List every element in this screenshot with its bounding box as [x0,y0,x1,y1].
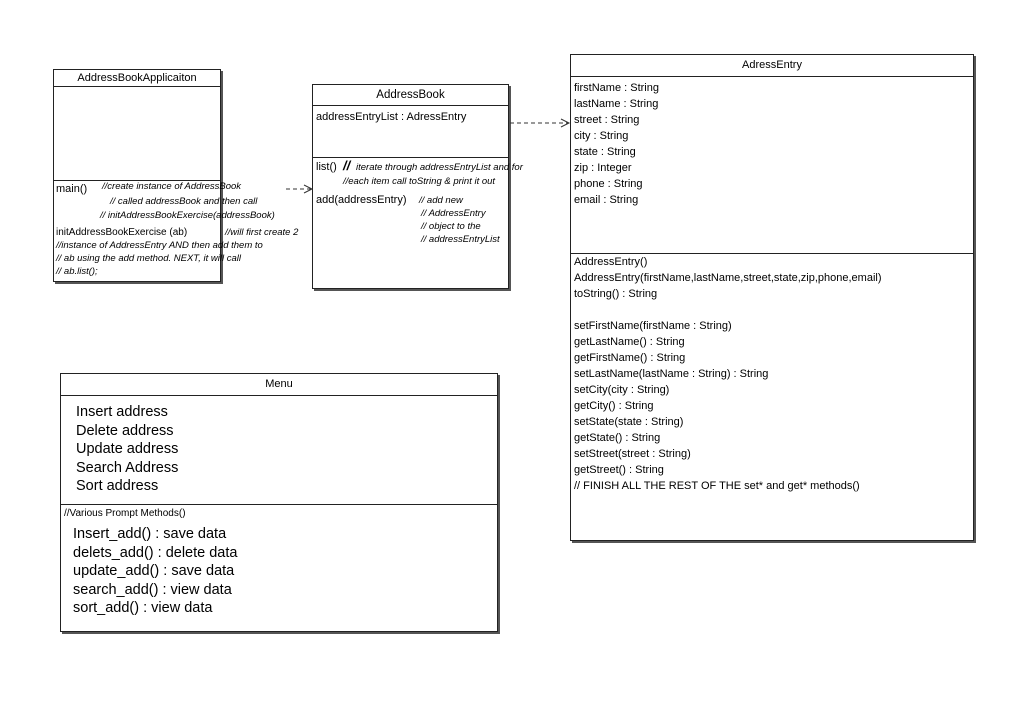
attribute-first-name: firstName : String [574,82,659,94]
method-section [571,253,973,540]
init-note-4: // ab.list(); [56,266,98,277]
add-note-1: // add new [419,195,463,206]
menu-item-delete: Delete address [76,422,174,439]
menu-items-section [61,396,497,504]
add-note-4: // addressEntryList [421,234,500,245]
list-note-1: iterate through addressEntryList and for [356,162,523,173]
method-constructor-full: AddressEntry(firstName,lastName,street,state,zip,phone,email) [574,272,882,284]
attribute-section [571,77,973,253]
main-note-2: // called addressBook and then call [110,196,258,207]
method-set-state: setState(state : String) [574,416,684,428]
class-title: Menu [61,374,497,396]
method-get-state: getState() : String [574,432,661,444]
method-get-first-name: getFirstName() : String [574,352,686,364]
menu-item-update: Update address [76,441,179,457]
attribute-section [54,87,220,180]
method-search-add: search_add() : view data [73,581,232,598]
menu-class[interactable] [60,373,498,632]
address-entry-class[interactable] [570,54,974,541]
method-set-last-name: setLastName(lastName : String) : String [574,368,769,380]
init-note-2: //instance of AddressEntry AND then add them to [56,240,263,251]
class-title: AddressBook [313,85,508,106]
method-spacer [571,302,973,318]
method-insert-add: Insert_add() : save data [73,526,227,542]
arrow-app-to-addressbook [286,185,312,193]
main-note-3: // initAddressBookExercise(addressBook) [100,210,275,221]
arrow-addressbook-to-entry [510,119,569,127]
attribute-last-name: lastName : String [574,98,659,110]
main-note-1: //create instance of AddressBook [102,181,242,192]
method-get-city: getCity() : String [574,400,654,412]
method-delets-add: delets_add() : delete data [73,544,238,561]
list-note-slashes: // [343,158,351,173]
method-get-last-name: getLastName() : String [574,336,685,348]
menu-methods-section [61,504,497,631]
list-note-2: //each item call toString & print it out [343,176,496,187]
attribute-email: email : String [574,194,639,206]
class-title: AdressEntry [571,55,973,77]
method-set-street: setStreet(street : String) [574,448,691,460]
add-note-2: // AddressEntry [421,208,486,219]
method-finish-note: // FINISH ALL THE REST OF THE set* and get* methods() [574,480,860,492]
attribute-section [313,106,508,157]
add-method: add(addressEntry) [316,194,407,206]
method-update-add: update_add() : save data [73,563,235,579]
menu-item-sort: Sort address [76,478,159,494]
method-sort-add: sort_add() : view data [73,600,213,616]
attribute-address-entry-list: addressEntryList : AdressEntry [316,111,467,123]
init-note-1: //will first create 2 [225,227,299,238]
method-set-city: setCity(city : String) [574,384,670,396]
main-method: main() [56,183,88,195]
attribute-street: street : String [574,114,640,126]
method-constructor: AddressEntry() [574,256,648,268]
attribute-zip: zip : Integer [574,162,632,174]
method-to-string: toString() : String [574,288,658,300]
init-method: initAddressBookExercise (ab) [56,227,188,238]
menu-item-insert: Insert address [76,404,168,420]
init-note-3: // ab using the add method. NEXT, it will call [56,253,241,264]
menu-item-search: Search Address [76,459,179,476]
method-get-street: getStreet() : String [574,464,664,476]
add-note-3: // object to the [421,221,481,232]
attribute-state: state : String [574,146,636,158]
list-method: list() [316,161,337,173]
menu-methods-label: //Various Prompt Methods() [64,508,186,519]
attribute-city: city : String [574,130,629,142]
attribute-phone: phone : String [574,178,643,190]
class-title: AddressBookApplicaiton [54,70,220,87]
method-set-first-name: setFirstName(firstName : String) [574,320,732,332]
